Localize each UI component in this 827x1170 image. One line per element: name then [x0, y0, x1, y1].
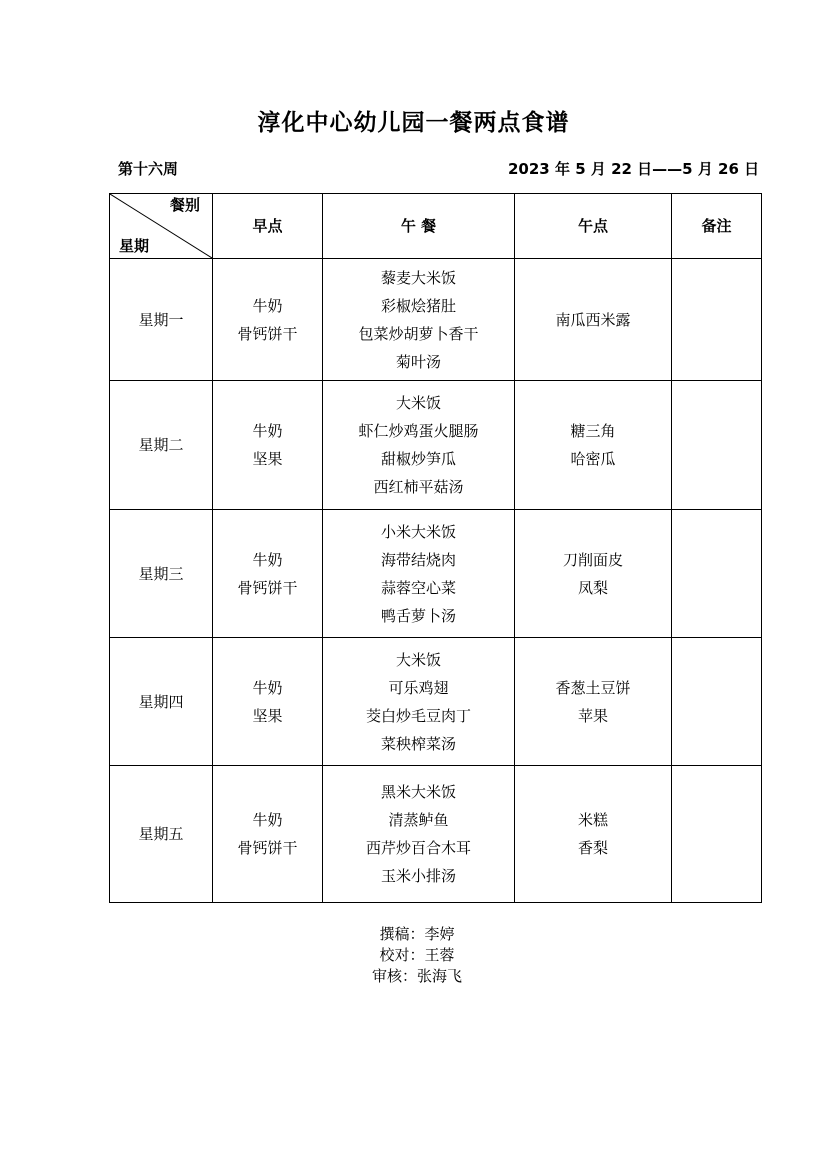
- table-row: [110, 766, 762, 903]
- page-title: 淳化中心幼儿园一餐两点食谱: [257, 109, 570, 136]
- breakfast-cell: [213, 381, 323, 510]
- notes-cell: [672, 510, 762, 638]
- breakfast-item: 坚果: [252, 706, 283, 725]
- notes-cell: [672, 766, 762, 903]
- breakfast-cell: [213, 259, 323, 381]
- lunch-item: 菊叶汤: [395, 352, 441, 371]
- snack-cell: [515, 259, 672, 381]
- menu-table: [109, 193, 762, 903]
- lunch-item: 西芹炒百合木耳: [365, 839, 471, 857]
- table-header-row: [110, 194, 762, 259]
- lunch-item: 大米饭: [395, 394, 441, 412]
- lunch-item: 彩椒烩猪肚: [380, 296, 456, 315]
- lunch-item: 蒜蓉空心菜: [380, 578, 456, 597]
- lunch-item: 玉米小排汤: [380, 867, 456, 885]
- lunch-item: 小米大米饭: [380, 522, 456, 541]
- table-row: [110, 381, 762, 510]
- snack-cell: [515, 510, 672, 638]
- breakfast-cell: [213, 638, 323, 766]
- lunch-item: 虾仁炒鸡蛋火腿肠: [358, 422, 479, 440]
- header-breakfast: 早点: [213, 194, 323, 259]
- header-lunch: 午 餐: [323, 194, 515, 259]
- snack-item: 凤梨: [577, 578, 608, 597]
- lunch-item: 茭白炒毛豆肉丁: [365, 706, 471, 725]
- snack-item: 糖三角: [570, 422, 616, 440]
- author-credit: 撰稿：李婷: [379, 925, 455, 943]
- corner-label-day: 星期: [119, 237, 150, 255]
- snack-cell: [515, 381, 672, 510]
- table-row: [110, 259, 762, 381]
- breakfast-item: 牛奶: [252, 422, 283, 440]
- lunch-item: 黑米大米饭: [380, 783, 456, 801]
- date-range: 2023 年 5 月 22 日——5 月 26 日: [508, 160, 760, 178]
- snack-item: 香梨: [577, 839, 608, 857]
- lunch-cell: [323, 638, 515, 766]
- lunch-cell: [323, 259, 515, 381]
- notes-cell: [672, 638, 762, 766]
- lunch-cell: [323, 766, 515, 903]
- breakfast-item: 牛奶: [252, 678, 283, 697]
- lunch-item: 西红柿平菇汤: [373, 478, 464, 496]
- notes-cell: [672, 381, 762, 510]
- table-row: [110, 510, 762, 638]
- snack-item: 哈密瓜: [570, 450, 616, 468]
- breakfast-item: 牛奶: [252, 550, 283, 569]
- breakfast-item: 骨钙饼干: [237, 839, 298, 857]
- lunch-item: 清蒸鲈鱼: [388, 811, 449, 829]
- lunch-item: 菜秧榨菜汤: [380, 734, 456, 753]
- header-notes: 备注: [672, 194, 762, 259]
- snack-item: 苹果: [577, 706, 608, 725]
- lunch-item: 大米饭: [395, 650, 441, 669]
- day-cell: 星期二: [110, 381, 213, 510]
- snack-item: 米糕: [577, 811, 608, 829]
- snack-item: 南瓜西米露: [555, 310, 631, 329]
- lunch-cell: [323, 381, 515, 510]
- breakfast-cell: [213, 766, 323, 903]
- review-credit: 审核：张海飞: [371, 967, 462, 985]
- day-cell: 星期三: [110, 510, 213, 638]
- breakfast-item: 骨钙饼干: [237, 324, 298, 343]
- lunch-cell: [323, 510, 515, 638]
- corner-label-meal: 餐别: [169, 196, 200, 214]
- week-label: 第十六周: [118, 160, 179, 178]
- day-cell: 星期四: [110, 638, 213, 766]
- corner-header-cell: [110, 194, 213, 259]
- proofread-credit: 校对：王蓉: [379, 946, 455, 964]
- lunch-item: 海带结烧肉: [380, 550, 456, 569]
- lunch-item: 包菜炒胡萝卜香干: [358, 324, 479, 343]
- notes-cell: [672, 259, 762, 381]
- breakfast-item: 骨钙饼干: [237, 578, 298, 597]
- day-cell: 星期五: [110, 766, 213, 903]
- lunch-item: 鸭舌萝卜汤: [380, 606, 456, 625]
- breakfast-cell: [213, 510, 323, 638]
- snack-cell: [515, 638, 672, 766]
- breakfast-item: 牛奶: [252, 811, 283, 829]
- footer-credits: [0, 924, 827, 987]
- snack-cell: [515, 766, 672, 903]
- lunch-item: 藜麦大米饭: [380, 268, 456, 287]
- breakfast-item: 坚果: [252, 450, 283, 468]
- breakfast-item: 牛奶: [252, 296, 283, 315]
- lunch-item: 甜椒炒笋瓜: [380, 450, 456, 468]
- lunch-item: 可乐鸡翅: [388, 678, 449, 697]
- header-snack: 午点: [515, 194, 672, 259]
- table-row: [110, 638, 762, 766]
- snack-item: 香葱土豆饼: [555, 678, 631, 697]
- snack-item: 刀削面皮: [562, 550, 623, 569]
- menu-body: [110, 259, 762, 903]
- day-cell: 星期一: [110, 259, 213, 381]
